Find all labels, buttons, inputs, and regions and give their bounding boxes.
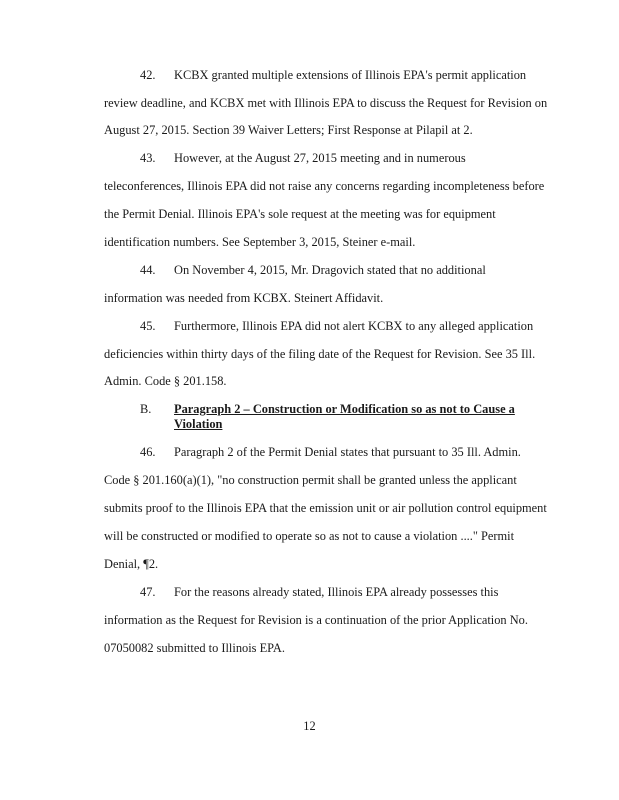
paragraph-number: 42. [140, 68, 156, 82]
paragraph-line: will be constructed or modified to operate so as not to cause a violation ...." Permit [104, 529, 515, 543]
page-number: 12 [303, 719, 316, 733]
section-heading: Paragraph 2 – Construction or Modification so as not to Cause a [174, 402, 515, 416]
paragraph-line: On November 4, 2015, Mr. Dragovich stated that no additional [174, 263, 486, 277]
paragraph-number: 43. [140, 151, 156, 165]
paragraph-line: Denial, ¶2. [104, 557, 159, 571]
section-letter: B. [140, 402, 152, 416]
section-heading: Violation [174, 417, 223, 431]
paragraph-line: information as the Request for Revision is a continuation of the prior Application No. [104, 613, 528, 627]
paragraph-number: 47. [140, 585, 156, 599]
paragraph-line: Paragraph 2 of the Permit Denial states that pursuant to 35 Ill. Admin. [174, 445, 521, 459]
paragraph-number: 46. [140, 445, 156, 459]
paragraph-line: Code § 201.160(a)(1), "no construction permit shall be granted unless the applicant [104, 473, 517, 487]
paragraph-line: Admin. Code § 201.158. [104, 374, 227, 388]
paragraph-line: the Permit Denial. Illinois EPA's sole request at the meeting was for equipment [104, 207, 496, 221]
paragraph-line: review deadline, and KCBX met with Illinois EPA to discuss the Request for Revision on [104, 96, 548, 110]
paragraph-line: identification numbers. See September 3, 2015, Steiner e-mail. [104, 235, 416, 249]
paragraph-line: Furthermore, Illinois EPA did not alert KCBX to any alleged application [174, 319, 534, 333]
paragraph-line: August 27, 2015. Section 39 Waiver Letters; First Response at Pilapil at 2. [104, 123, 473, 137]
paragraph-line: For the reasons already stated, Illinois EPA already possesses this [174, 585, 499, 599]
paragraph-number: 44. [140, 263, 156, 277]
paragraph-number: 45. [140, 319, 156, 333]
paragraph-line: information was needed from KCBX. Steinert Affidavit. [104, 291, 384, 305]
paragraph-line: teleconferences, Illinois EPA did not raise any concerns regarding incompleteness before [104, 179, 545, 193]
paragraph-line: deficiencies within thirty days of the filing date of the Request for Revision. See 35 Ill. [104, 347, 536, 361]
paragraph-line: KCBX granted multiple extensions of Illinois EPA's permit application [174, 68, 527, 82]
paragraph-line: submits proof to the Illinois EPA that the emission unit or air pollution control equipment [104, 501, 547, 515]
paragraph-line: However, at the August 27, 2015 meeting and in numerous [174, 151, 466, 165]
paragraph-line: 07050082 submitted to Illinois EPA. [104, 641, 285, 655]
